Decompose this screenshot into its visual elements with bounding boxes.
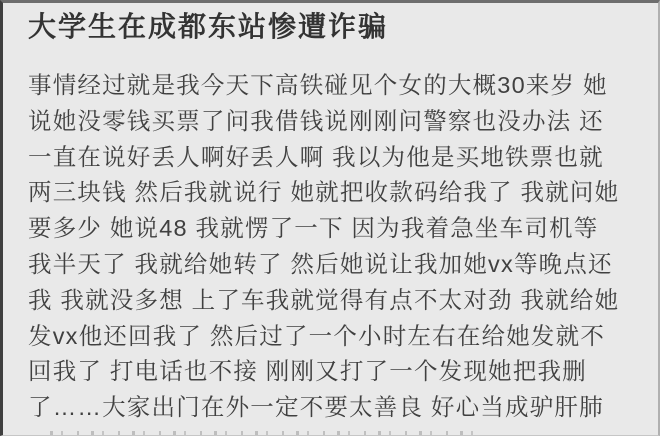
body-line: 发vx他还回我了 然后过了一个小时左右在给她发就不 [28,322,606,349]
body-line: 一直在说好丢人啊好丢人啊 我以为他是买地铁票也就 [28,143,604,170]
body-line: 我半天了 我就给她转了 然后她说让我加她vx等晚点还 [28,250,613,277]
body-line: 我 我就没多想 上了车我就觉得有点不太对劲 我就给她 [28,286,620,313]
body-line: 回我了 打电话也不接 刚刚又打了一个发现她把我删 [28,358,587,385]
clipped-text-line [50,431,480,435]
body-line: 事情经过就是我今天下高铁碰见个女的大概30来岁 她 [28,72,608,98]
body-line: 说她没零钱买票了问我借钱说刚刚问警察也没办法 还 [28,107,604,134]
body-line: 两三块钱 然后我就说行 她就把收款码给我了 我就问她 [28,179,620,206]
post-body [28,68,644,426]
body-line: 要多少 她说48 我就愣了一下 因为我着急坐车司机等 [28,215,599,242]
post-title: 大学生在成都东站惨遭诈骗 [28,11,389,42]
body-line: 了……大家出门在外一定不要太善良 好心当成驴肝肺 [28,394,604,421]
